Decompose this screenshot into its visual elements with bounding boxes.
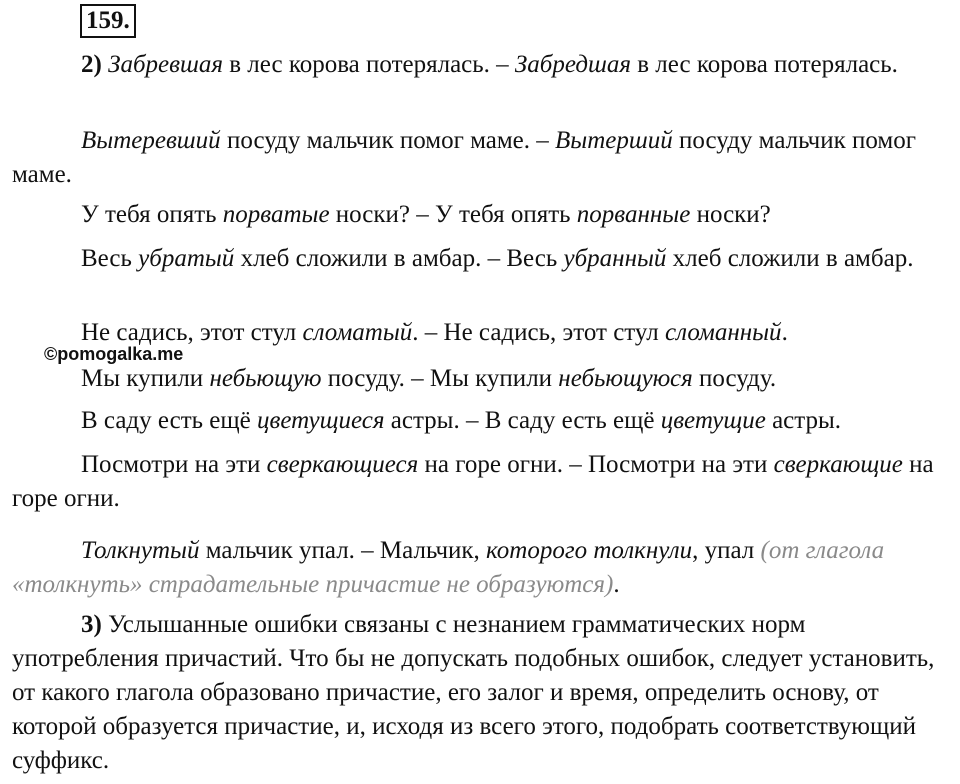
text-segment: В саду есть ещё — [81, 407, 257, 434]
text-segment: посуду. — [692, 365, 777, 392]
paragraph — [12, 198, 942, 232]
emphasized-text: порватые — [222, 201, 330, 228]
emphasized-text: Вытерший — [555, 127, 673, 154]
paragraph — [12, 242, 942, 276]
text-segment: посуду мальчик помог маме. — [12, 127, 916, 188]
text-segment: мальчик упал. – Мальчик, — [199, 537, 487, 564]
paragraph — [12, 124, 942, 192]
text-segment: Весь — [81, 245, 139, 272]
paragraph — [12, 608, 942, 778]
emphasized-text: убратый — [138, 245, 235, 272]
text-segment: . — [781, 319, 788, 346]
text-segment: астры. — [765, 407, 842, 434]
text-segment: . — [613, 571, 620, 598]
text-segment: посуду мальчик помог маме. – — [220, 127, 556, 154]
emphasized-text: Вытеревший — [81, 127, 221, 154]
text-segment: посуду. – Мы купили — [321, 365, 559, 392]
item-marker: 2) — [81, 51, 102, 78]
emphasized-text: сверкающие — [773, 451, 903, 478]
text-segment: Мы купили — [81, 365, 210, 392]
text-segment: . – Не садись, этот стул — [412, 319, 666, 346]
emphasized-text: Забредшая — [514, 51, 631, 78]
text-segment: в лес корова потерялась. — [631, 51, 898, 78]
paragraph — [12, 48, 942, 82]
watermark: ©pomogalka.me — [44, 344, 184, 364]
exercise-number: 159. — [80, 4, 136, 38]
paragraph — [12, 404, 942, 438]
text-segment: в лес корова потерялась. – — [222, 51, 515, 78]
text-segment: Не садись, этот стул — [81, 319, 303, 346]
text-segment: Посмотри на эти — [81, 451, 267, 478]
emphasized-text: цветущие — [660, 407, 766, 434]
emphasized-text: небьющую — [209, 365, 322, 392]
text-segment: на горе огни. — [12, 451, 934, 512]
paragraph — [12, 448, 942, 516]
emphasized-text: которого толкнули — [486, 537, 693, 564]
text-segment: на горе огни. – Посмотри на эти — [418, 451, 774, 478]
text-segment: носки? – У тебя опять — [329, 201, 577, 228]
emphasized-text: сверкающиеся — [266, 451, 419, 478]
emphasized-text: убранный — [563, 245, 667, 272]
text-segment: Услышанные ошибки связаны с незнанием грамматических норм употребления причастий. Что бы не допускать подобных ошибок, следует установить, от какого глагола образовано причастие, его залог и время, определить основу, от которой образуется причастие, и, исходя из всего этого, подобрать соответствующий суффикс. — [12, 611, 935, 774]
emphasized-text: Забревшая — [108, 51, 223, 78]
paragraph — [12, 534, 942, 602]
emphasized-text: сломанный — [665, 319, 782, 346]
text-segment: астры. – В саду есть ещё — [384, 407, 661, 434]
text-segment: У тебя опять — [81, 201, 223, 228]
text-segment: хлеб сложили в амбар. – Весь — [234, 245, 564, 272]
paragraph — [12, 362, 942, 396]
item-marker: 3) — [81, 611, 102, 638]
emphasized-text: Толкнутый — [81, 537, 200, 564]
text-segment: , упал — [692, 537, 761, 564]
text-segment: хлеб сложили в амбар. — [666, 245, 914, 272]
emphasized-text: небьющуюся — [558, 365, 693, 392]
emphasized-text: порванные — [576, 201, 691, 228]
emphasized-text: цветущиеся — [256, 407, 385, 434]
emphasized-text: (от глагола «толкнуть» страдательные причастие не образуются) — [12, 537, 885, 598]
emphasized-text: сломатый — [302, 319, 413, 346]
text-segment: носки? — [690, 201, 771, 228]
